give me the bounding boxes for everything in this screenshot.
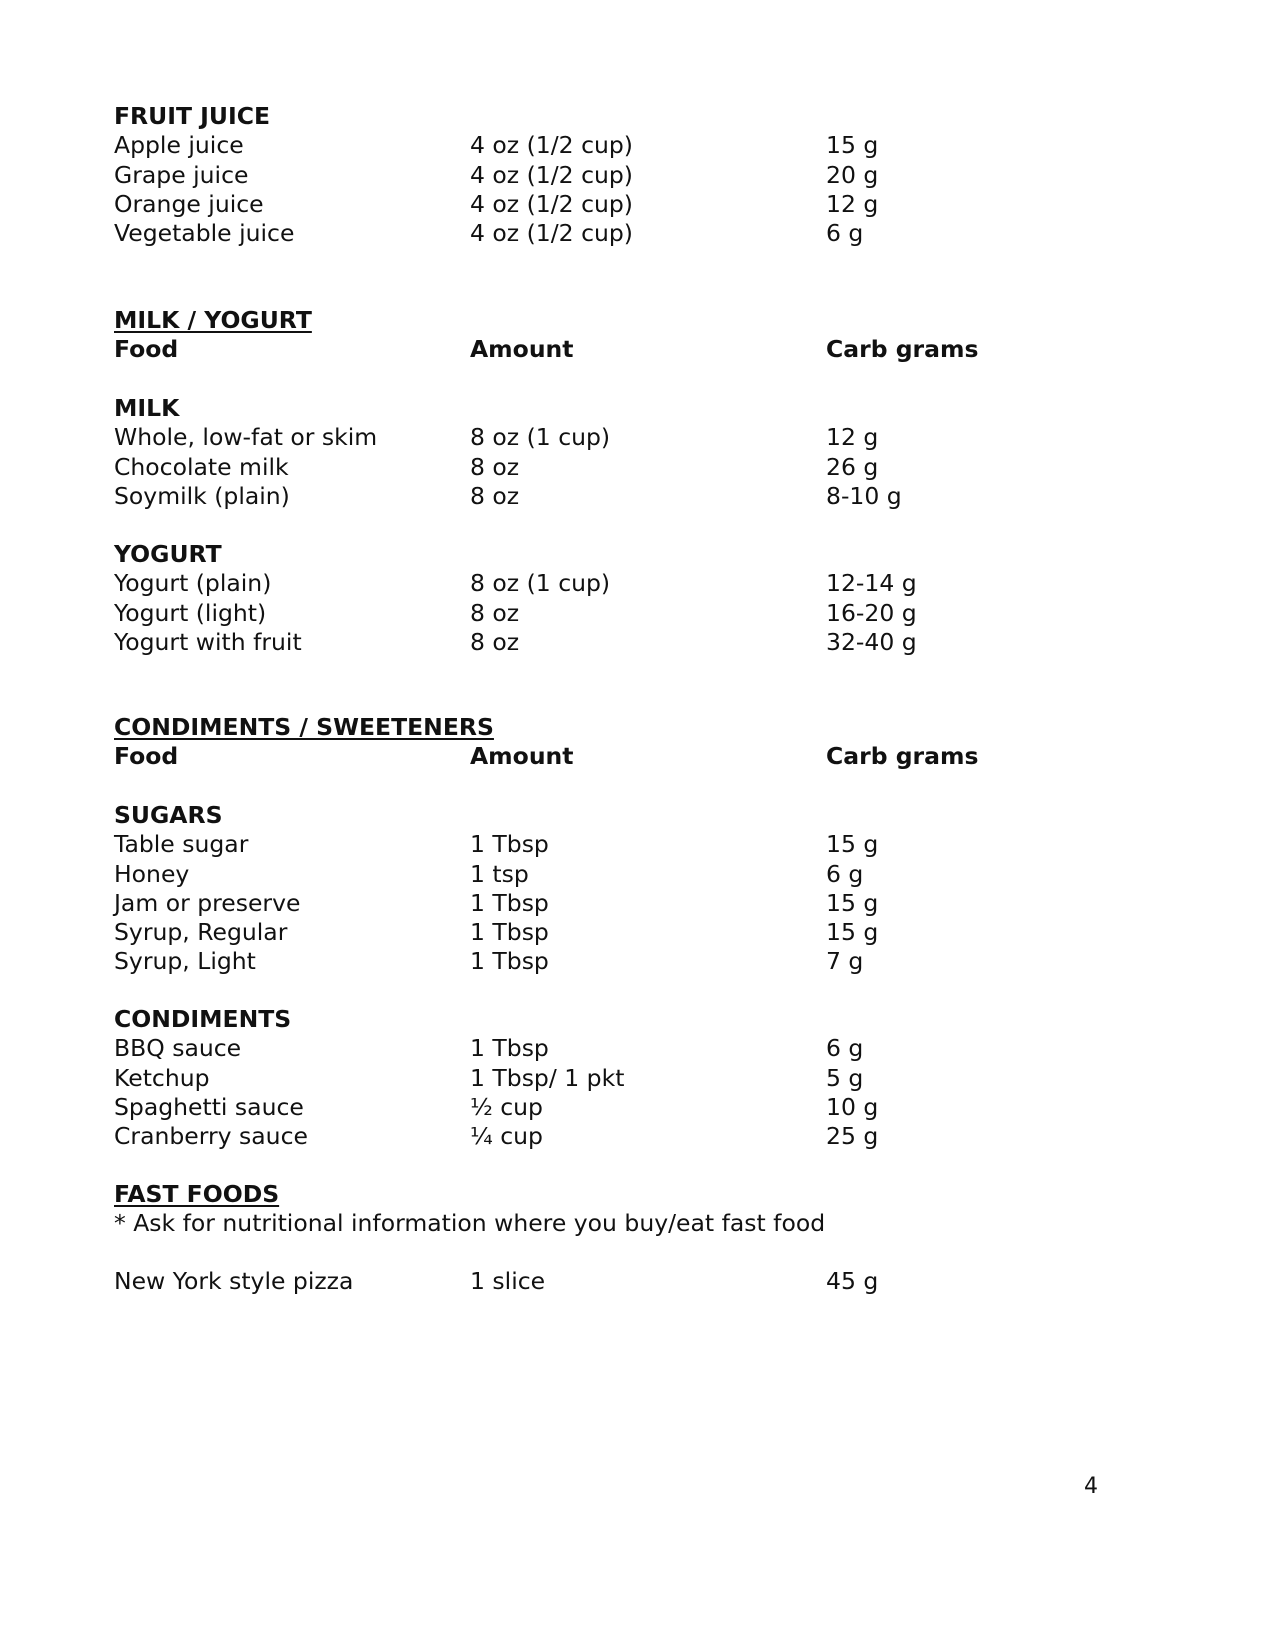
- food-header: Food: [114, 335, 179, 364]
- yogurt-heading: YOGURT: [114, 540, 222, 568]
- carbs-cell: 25 g: [826, 1122, 879, 1151]
- carbs-cell: 6 g: [826, 219, 864, 248]
- table-row: [114, 599, 1114, 628]
- condiments-section: [114, 1005, 1114, 1151]
- carbs-cell: 10 g: [826, 1092, 879, 1121]
- amount-cell: 4 oz (1/2 cup): [470, 219, 633, 248]
- amount-cell: 8 oz (1 cup): [470, 569, 611, 598]
- carbs-cell: 20 g: [826, 160, 879, 189]
- fruit-juice-section: [114, 102, 1114, 248]
- table-row: [114, 1064, 1114, 1093]
- amount-cell: 1 Tbsp: [470, 947, 549, 976]
- table-row: [114, 860, 1114, 889]
- carbs-cell: 15 g: [826, 918, 879, 947]
- amount-cell: 8 oz: [470, 598, 520, 627]
- sugars-section: [114, 801, 1114, 977]
- table-row: [114, 1267, 1114, 1296]
- amount-header: Amount: [470, 742, 574, 771]
- food-cell: Jam or preserve: [114, 888, 301, 917]
- fast-foods-rows: [114, 1267, 1114, 1296]
- carbs-cell: 15 g: [826, 131, 879, 160]
- amount-cell: 8 oz (1 cup): [470, 423, 611, 452]
- table-row: [114, 918, 1114, 947]
- condiments-sweeteners-title: CONDIMENTS / SWEETENERS: [114, 713, 494, 741]
- table-row: [114, 1034, 1114, 1063]
- food-cell: Orange juice: [114, 189, 264, 218]
- table-row: [114, 1122, 1114, 1151]
- amount-cell: 1 Tbsp: [470, 1034, 549, 1063]
- food-cell: Ketchup: [114, 1063, 210, 1092]
- column-headers: [114, 742, 1114, 771]
- carbs-cell: 12-14 g: [826, 569, 917, 598]
- table-row: [114, 569, 1114, 598]
- fast-foods-note: * Ask for nutritional information where you buy/eat fast food: [114, 1209, 826, 1238]
- food-cell: Syrup, Light: [114, 947, 256, 976]
- food-header: Food: [114, 742, 179, 771]
- food-cell: Yogurt (light): [114, 598, 267, 627]
- fast-foods-title: FAST FOODS: [114, 1180, 280, 1208]
- amount-cell: 1 Tbsp: [470, 888, 549, 917]
- fast-foods-section: [114, 1180, 1114, 1239]
- amount-cell: 4 oz (1/2 cup): [470, 189, 633, 218]
- table-row: [114, 482, 1114, 511]
- amount-cell: 1 slice: [470, 1267, 546, 1295]
- carbs-cell: 7 g: [826, 947, 864, 976]
- food-cell: Spaghetti sauce: [114, 1092, 304, 1121]
- carbs-cell: 12 g: [826, 423, 879, 452]
- food-cell: Syrup, Regular: [114, 918, 288, 947]
- condiments-sweeteners-header-block: [114, 713, 1114, 772]
- food-cell: Apple juice: [114, 131, 244, 160]
- food-cell: Honey: [114, 859, 190, 888]
- food-cell: BBQ sauce: [114, 1034, 242, 1063]
- table-row: [114, 423, 1114, 452]
- carbs-cell: 26 g: [826, 452, 879, 481]
- table-row: [114, 190, 1114, 219]
- amount-cell: 1 Tbsp: [470, 918, 549, 947]
- carbs-cell: 32-40 g: [826, 627, 917, 656]
- carbs-cell: 6 g: [826, 859, 864, 888]
- carbs-cell: 6 g: [826, 1034, 864, 1063]
- carbs-cell: 12 g: [826, 189, 879, 218]
- amount-cell: 8 oz: [470, 481, 520, 510]
- food-cell: Grape juice: [114, 160, 249, 189]
- table-row: [114, 161, 1114, 190]
- amount-cell: 8 oz: [470, 627, 520, 656]
- amount-cell: 1 Tbsp: [470, 830, 549, 859]
- carbs-cell: 15 g: [826, 830, 879, 859]
- carbs-cell: 16-20 g: [826, 598, 917, 627]
- carbs-header: Carb grams: [826, 742, 979, 771]
- amount-cell: ½ cup: [470, 1092, 543, 1121]
- table-row: [114, 830, 1114, 859]
- food-cell: Chocolate milk: [114, 452, 289, 481]
- sugars-heading: SUGARS: [114, 801, 223, 829]
- table-row: [114, 1093, 1114, 1122]
- carbs-cell: 45 g: [826, 1267, 879, 1295]
- amount-cell: 4 oz (1/2 cup): [470, 160, 633, 189]
- carbs-header: Carb grams: [826, 335, 979, 364]
- amount-header: Amount: [470, 335, 574, 364]
- condiments-heading: CONDIMENTS: [114, 1005, 292, 1033]
- food-cell: Table sugar: [114, 830, 249, 859]
- yogurt-section: [114, 540, 1114, 657]
- fruit-juice-heading: FRUIT JUICE: [114, 102, 271, 130]
- table-row: [114, 889, 1114, 918]
- table-row: [114, 628, 1114, 657]
- milk-section: [114, 394, 1114, 511]
- food-cell: Yogurt (plain): [114, 569, 272, 598]
- milk-heading: MILK: [114, 394, 180, 422]
- page-number: 4: [1084, 1474, 1098, 1499]
- food-cell: Whole, low-fat or skim: [114, 423, 378, 452]
- food-cell: New York style pizza: [114, 1267, 354, 1295]
- milk-yogurt-title: MILK / YOGURT: [114, 306, 312, 334]
- amount-cell: 1 tsp: [470, 859, 529, 888]
- food-cell: Soymilk (plain): [114, 481, 290, 510]
- carbs-cell: 8-10 g: [826, 481, 902, 510]
- column-headers: [114, 335, 1114, 364]
- table-row: [114, 219, 1114, 248]
- amount-cell: 1 Tbsp/ 1 pkt: [470, 1063, 625, 1092]
- food-cell: Vegetable juice: [114, 219, 295, 248]
- carbs-cell: 5 g: [826, 1063, 864, 1092]
- amount-cell: 8 oz: [470, 452, 520, 481]
- milk-yogurt-header-block: [114, 306, 1114, 365]
- food-cell: Cranberry sauce: [114, 1122, 308, 1151]
- carbs-cell: 15 g: [826, 888, 879, 917]
- table-row: [114, 947, 1114, 976]
- amount-cell: ¼ cup: [470, 1122, 543, 1151]
- table-row: [114, 453, 1114, 482]
- table-row: [114, 131, 1114, 160]
- food-cell: Yogurt with fruit: [114, 627, 302, 656]
- amount-cell: 4 oz (1/2 cup): [470, 131, 633, 160]
